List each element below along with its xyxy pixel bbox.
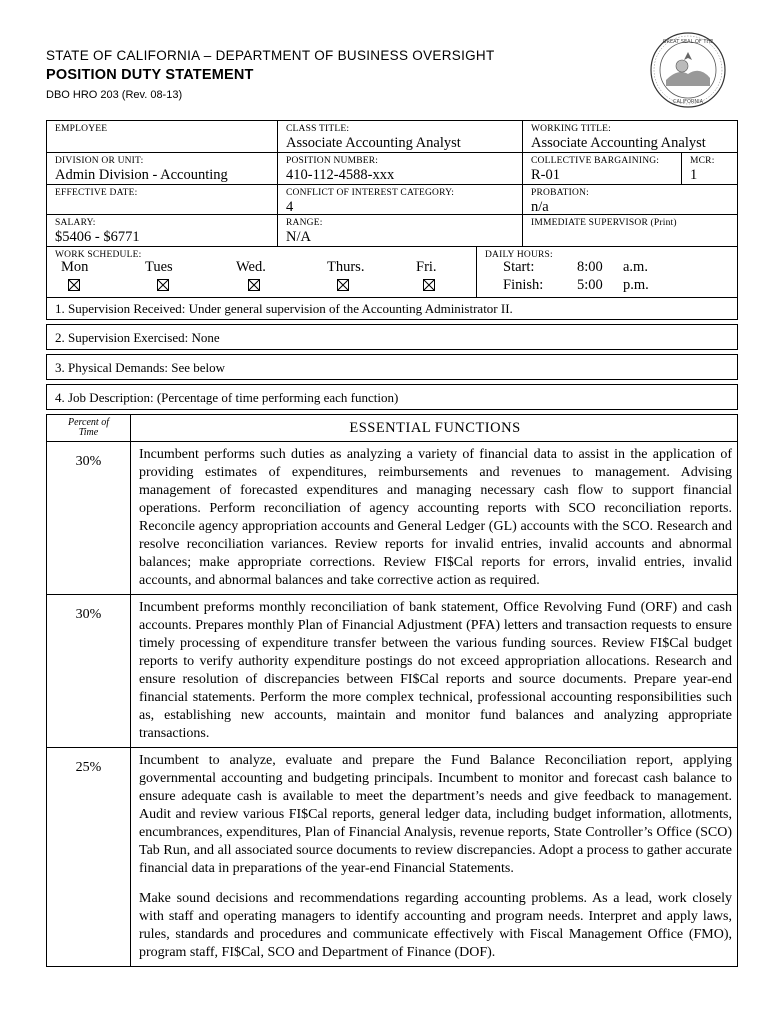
percent-header: Percent of Time (47, 415, 131, 441)
start-time[interactable]: 8:00 (577, 259, 603, 275)
work-schedule: WORK SCHEDULE: Mon Tues Wed. Thurs. Fri. (47, 247, 477, 297)
day-label: Fri. (416, 259, 437, 275)
salary-field[interactable]: SALARY: $5406 - $6771 (47, 215, 278, 247)
agency-line: STATE OF CALIFORNIA – DEPARTMENT OF BUSINESS OVERSIGHT (46, 48, 495, 63)
svg-text:GREAT SEAL OF THE: GREAT SEAL OF THE (662, 39, 714, 45)
svg-text:CALIFORNIA: CALIFORNIA (672, 99, 704, 105)
checkbox-wed[interactable] (248, 279, 260, 291)
employee-field[interactable]: EMPLOYEE (47, 121, 278, 153)
physical-demands: 3. Physical Demands: See below (46, 354, 738, 380)
collective-bargaining-field[interactable]: COLLECTIVE BARGAINING: R-01 (523, 153, 682, 185)
position-form (46, 120, 738, 967)
document-title: POSITION DUTY STATEMENT (46, 67, 254, 83)
start-label: Start: (503, 259, 535, 275)
schedule-days (47, 259, 476, 299)
info-grid (46, 120, 738, 298)
function-text: Incumbent performs such duties as analyzing a variety of financial data to assist in the application of providing estimates of expenditures, reimbursements and revenues to management. Advising management of forecasted expenditures and managing necessary cash flow to support financial operations. Perform reconciliation of agency accounting reports with SCO reconciliation reports. Reconcile agency appropriation accounts and General Ledger (GL) accounts with the SCO. Research and resolve reconciliation variances. Review reports for invalid entries, invalid accounts and abnormal balances; make appropriate corrections. Review FI$Cal reports for errors, invalid entries, invalid accounts, and abnormal balances and take corrective action as required. (139, 447, 732, 588)
function-percent: 30% (47, 595, 131, 747)
document-header (46, 48, 495, 101)
function-row (47, 595, 737, 748)
finish-label: Finish: (503, 277, 544, 293)
function-percent: 25% (47, 748, 131, 966)
working-title-field[interactable]: WORKING TITLE: Associate Accounting Analyst (523, 121, 737, 153)
day-label: Mon (61, 259, 89, 275)
function-percent: 30% (47, 442, 131, 594)
job-description: 4. Job Description: (Percentage of time performing each function) (46, 384, 738, 410)
conflict-category-field[interactable]: CONFLICT OF INTEREST CATEGORY: 4 (278, 185, 523, 215)
daily-hours: DAILY HOURS: Start: 8:00 a.m. Finish: 5:00 p.m. (485, 250, 649, 293)
function-text: Incumbent to analyze, evaluate and prepare the Fund Balance Reconciliation report, applying governmental accounting and budgeting principals. Incumbent to monitor and forecast cash balance to ensure adequate cash is available to meet the department’s needs and give feedback to management. Audit and review various FI$Cal reports, general ledger data, including budget information, allotments, encumbrances, expenditures, Plan of Financial Analysis, revenue reports, State Controller’s Office (SCO) Tab Run, and all associated source documents to review discrepancies. Adopt a process to gather accurate financial data in preparations of the year-end Financial Statements. Make sound decisions and recommendations regarding accounting problems. As a lead, work closely with staff and operating managers to identify accounting and program needs. Interpret and apply laws, rules, standards and procedures and communicate effectively with Fiscal Management Office (FMO), program staff, FI$Cal, SCO and Department of Finance (DOF). (139, 753, 732, 960)
supervisor-field[interactable]: IMMEDIATE SUPERVISOR (Print) (523, 215, 737, 247)
range-field[interactable]: RANGE: N/A (278, 215, 523, 247)
finish-time[interactable]: 5:00 (577, 277, 603, 293)
functions-header (47, 415, 737, 442)
function-row (47, 748, 737, 966)
day-label: Thurs. (327, 259, 365, 275)
mcr-field[interactable]: MCR: 1 (682, 153, 737, 185)
function-row (47, 442, 737, 595)
form-number: DBO HRO 203 (Rev. 08-13) (46, 89, 183, 101)
position-number-field[interactable]: POSITION NUMBER: 410-112-4588-xxx (278, 153, 523, 185)
state-seal-icon (648, 30, 728, 110)
division-field[interactable]: DIVISION OR UNIT: Admin Division - Accounting (47, 153, 278, 185)
function-text: Incumbent preforms monthly reconciliation of bank statement, Office Revolving Fund (ORF) and cash accounts. Prepares monthly Plan of Financial Adjustment (PFA) letters and transaction requests to ensure timely processing of expenditure transfer between the various funding sources. Review FI$Cal budget reports to verify authority expenditure postings do not exceed appropriation allocations. Research and ensure resolution of discrepancies between FI$Cal reports and source documents. Prepare year-end financial statements. Perform the more complex technical, professional accounting responsibilities such as, establishing new accounts, maintain and monitor fund balances and analyzing appropriate transactions. (139, 600, 732, 741)
day-label: Wed. (236, 259, 266, 275)
essential-functions-table (46, 414, 738, 967)
checkbox-fri[interactable] (423, 279, 435, 291)
probation-field[interactable]: PROBATION: n/a (523, 185, 737, 215)
checkbox-thurs[interactable] (337, 279, 349, 291)
effective-date-field[interactable]: EFFECTIVE DATE: (47, 185, 278, 215)
supervision-exercised: 2. Supervision Exercised: None (46, 324, 738, 350)
essential-functions-title: ESSENTIAL FUNCTIONS (349, 420, 521, 436)
class-title-field[interactable]: CLASS TITLE: Associate Accounting Analyst (278, 121, 523, 153)
start-ampm: a.m. (623, 259, 648, 275)
supervision-received: 1. Supervision Received: Under general supervision of the Accounting Administrator II. (46, 298, 738, 320)
finish-ampm: p.m. (623, 277, 649, 293)
day-label: Tues (145, 259, 173, 275)
checkbox-mon[interactable] (68, 279, 80, 291)
checkbox-tues[interactable] (157, 279, 169, 291)
